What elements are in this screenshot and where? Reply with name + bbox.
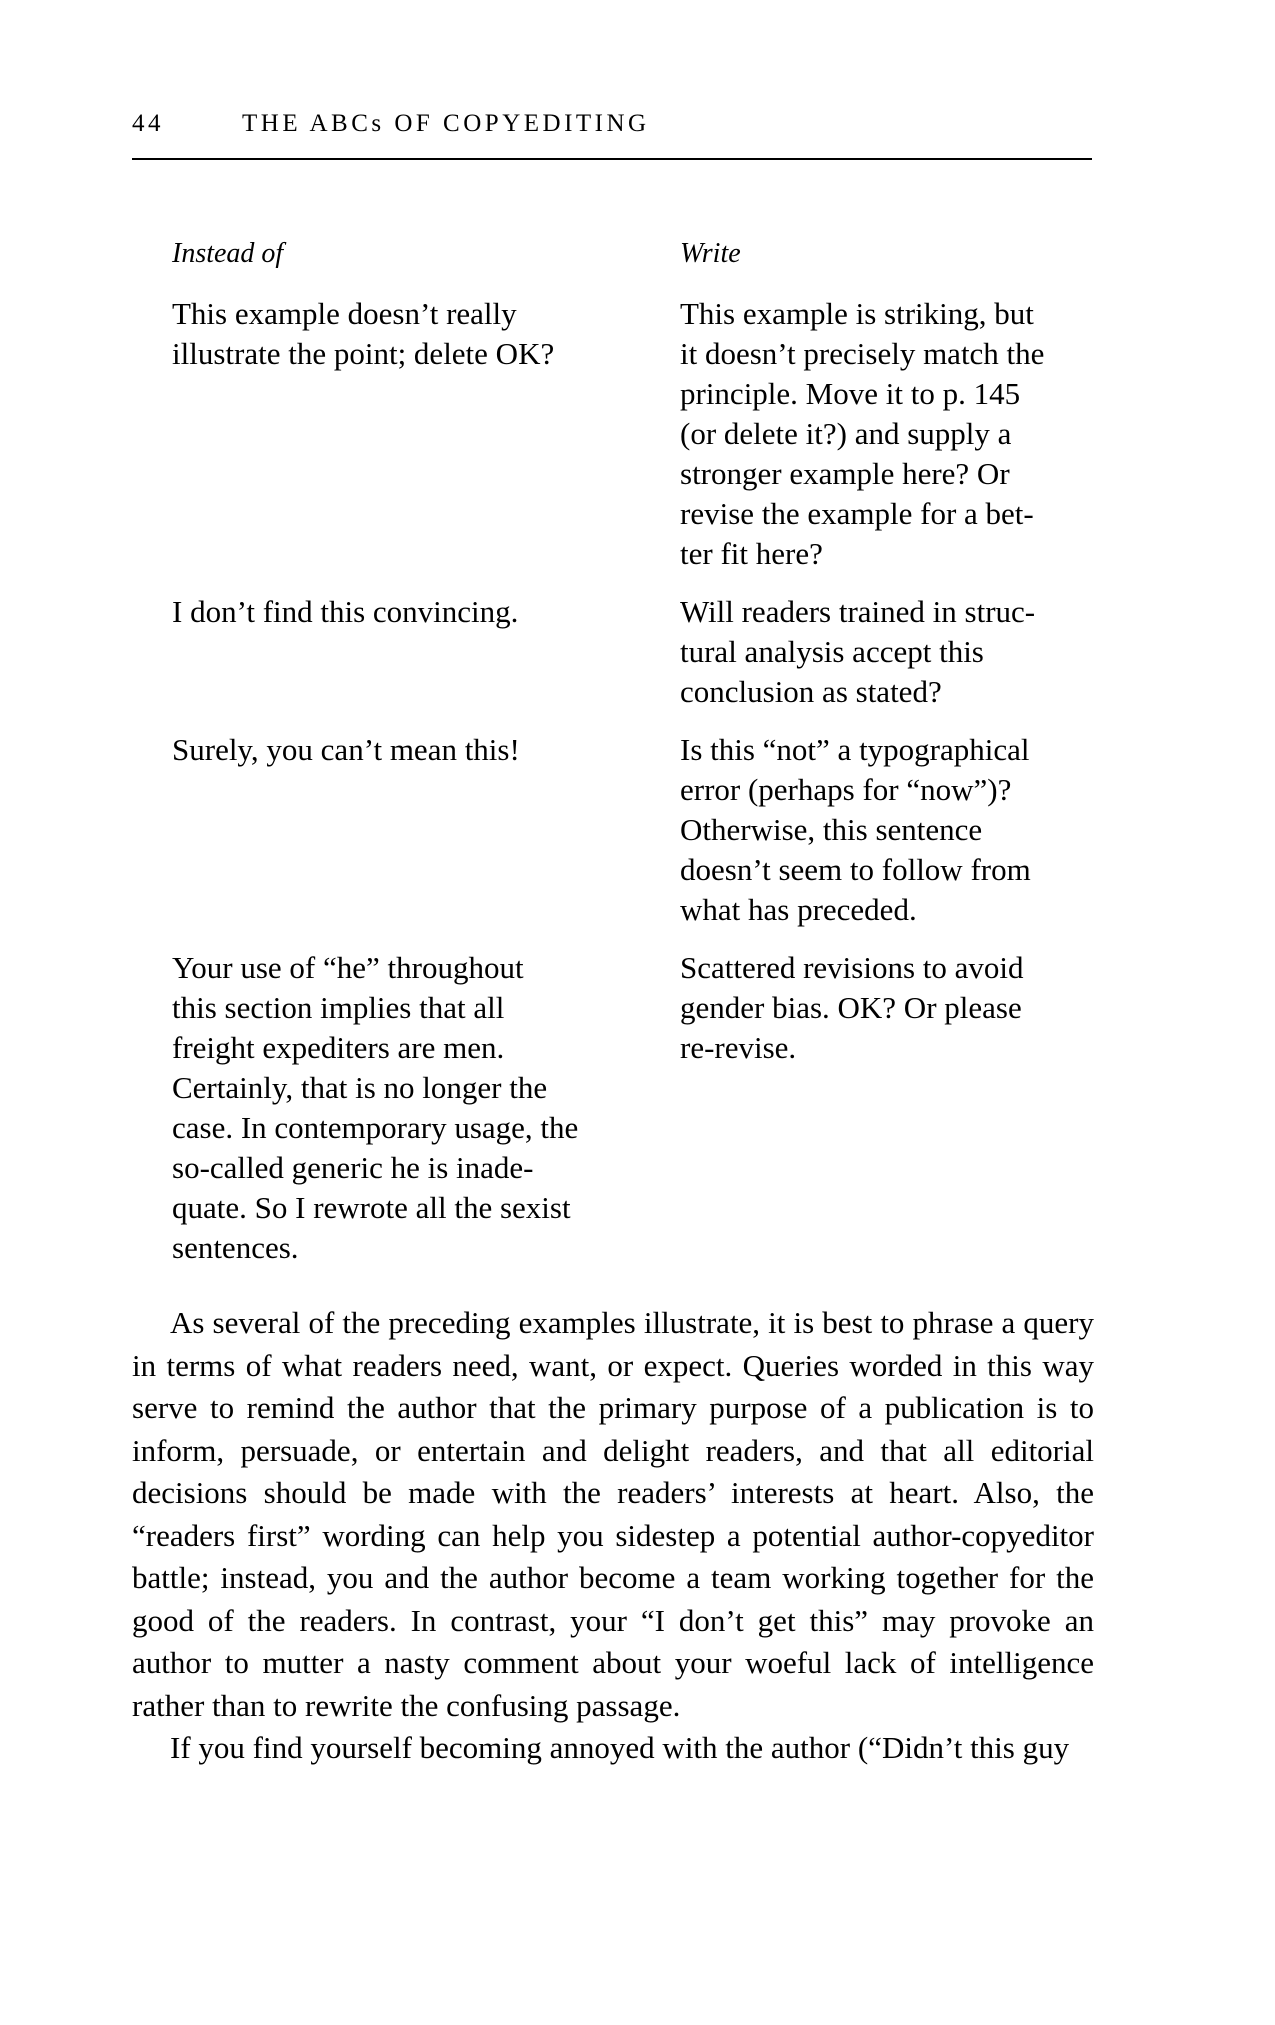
cell-line: gender bias. OK? Or please [680, 990, 1022, 1025]
cell-line: illustrate the point; delete OK? [172, 336, 555, 371]
table-row [172, 730, 1072, 930]
cell-line: conclusion as stated? [680, 674, 942, 709]
cell-line: This example doesn’t really [172, 296, 517, 331]
cell-line: freight expediters are men. [172, 1030, 505, 1065]
instead-of-cell [172, 948, 680, 1268]
paragraph: If you find yourself becoming annoyed with the author (“Didn’t this guy [170, 1730, 1070, 1765]
running-title: THE ABCs OF COPYEDITING [242, 110, 650, 137]
running-header [132, 110, 1092, 160]
cell-line: re-revise. [680, 1030, 797, 1065]
table-body [172, 294, 1072, 1268]
column-heading-write: Write [680, 238, 741, 269]
cell-line: it doesn’t precisely match the [680, 336, 1045, 371]
write-cell [680, 294, 1060, 574]
cell-line: error (perhaps for “now”)? [680, 772, 1012, 807]
cell-line: Is this “not” a typographical [680, 732, 1030, 767]
cell-line: this section implies that all [172, 990, 505, 1025]
query-examples-table [172, 234, 1072, 1268]
body-text [132, 1302, 1094, 1770]
cell-line: what has preceded. [680, 892, 917, 927]
cell-line: I don’t find this convincing. [172, 594, 519, 629]
cell-line: ter fit here? [680, 536, 823, 571]
write-cell [680, 592, 1060, 712]
cell-line: revise the example for a bet- [680, 496, 1034, 531]
table-row [172, 592, 1072, 712]
table-row [172, 948, 1072, 1268]
column-heading-instead-of: Instead of [172, 238, 284, 269]
page-number: 44 [132, 110, 164, 137]
cell-line: Otherwise, this sentence [680, 812, 983, 847]
cell-line: so-called generic he is inade- [172, 1150, 534, 1185]
instead-of-cell [172, 730, 680, 930]
paragraph: As several of the preceding examples illustrate, it is best to phrase a query in terms of what readers need, want, or expect. Queries worded in this way serve to remind the author that the primary purpose of a publication is to inform, persuade, or entertain and delight readers, and that all editorial decisions should be made with the readers’ interests at heart. Also, the “readers first” wording can help you sidestep a potential author-copyeditor battle; instead, you and the author become a team working together for the good of the readers. In contrast, your “I don’t get this” may provoke an author to mutter a nasty comment about your woeful lack of intelligence rather than to rewrite the confusing passage. [132, 1305, 1094, 1723]
table-header-row [172, 234, 1072, 274]
write-cell [680, 948, 1060, 1268]
cell-line: Surely, you can’t mean this! [172, 732, 520, 767]
cell-line: doesn’t seem to follow from [680, 852, 1031, 887]
instead-of-cell [172, 592, 680, 712]
cell-line: tural analysis accept this [680, 634, 984, 669]
cell-line: (or delete it?) and supply a [680, 416, 1012, 451]
cell-line: Certainly, that is no longer the [172, 1070, 548, 1105]
cell-line: sentences. [172, 1230, 299, 1265]
table-row [172, 294, 1072, 574]
cell-line: Will readers trained in struc- [680, 594, 1036, 629]
cell-line: quate. So I rewrote all the sexist [172, 1190, 571, 1225]
cell-line: This example is striking, but [680, 296, 1034, 331]
cell-line: stronger example here? Or [680, 456, 1010, 491]
cell-line: Scattered revisions to avoid [680, 950, 1024, 985]
instead-of-cell [172, 294, 680, 574]
cell-line: case. In contemporary usage, the [172, 1110, 579, 1145]
cell-line: Your use of “he” throughout [172, 950, 524, 985]
cell-line: principle. Move it to p. 145 [680, 376, 1021, 411]
write-cell [680, 730, 1060, 930]
